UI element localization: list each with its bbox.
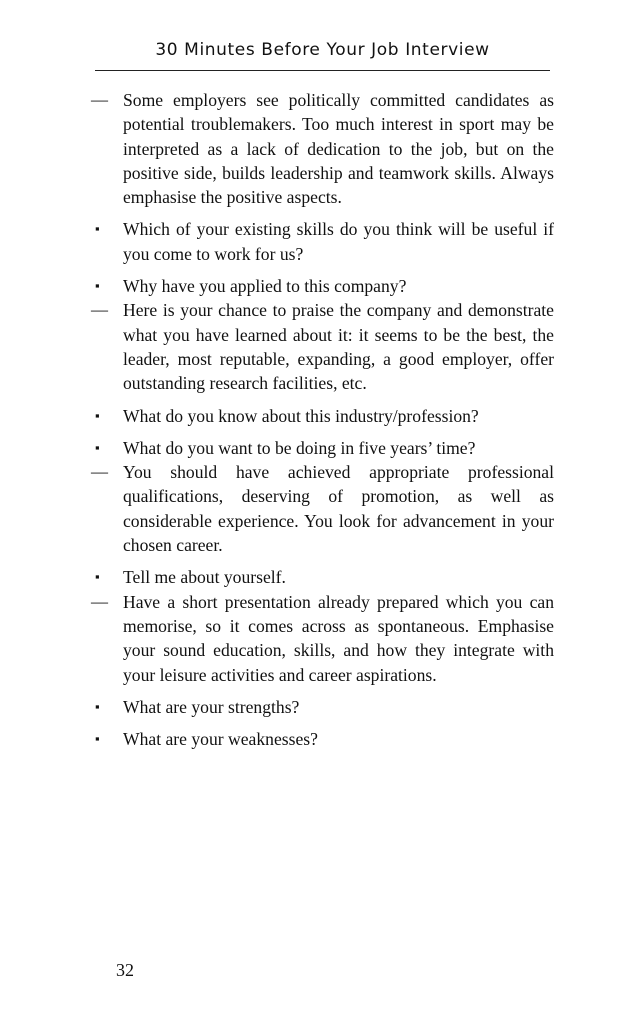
answer-item [91, 460, 554, 557]
question-text: Tell me about yourself. [123, 567, 286, 588]
answer-text: Here is your chance to praise the company and demonstrate what you have learned about it: it seems to be the best, the leader, most reputable, expanding, a good employer, offer outstanding research facilities, etc. [123, 300, 554, 394]
question-item [91, 404, 554, 428]
bullet-icon: ▪ [95, 278, 100, 294]
question-text: What do you want to be doing in five years’ time? [123, 437, 476, 458]
question-text: What do you know about this industry/profession? [123, 405, 479, 426]
question-text: Which of your existing skills do you think will be useful if you come to work for us? [123, 219, 554, 264]
bullet-icon: ▪ [95, 569, 100, 585]
dash-marker: — [91, 591, 108, 611]
answer-item [91, 590, 554, 687]
page-number: 32 [116, 960, 134, 980]
page-content [91, 88, 554, 751]
question-text: What are your strengths? [123, 696, 300, 717]
question-item [91, 274, 554, 298]
dash-marker: — [91, 462, 108, 482]
running-header: 30 Minutes Before Your Job Interview [155, 40, 490, 60]
question-item [91, 217, 554, 266]
question-text: What are your weaknesses? [123, 729, 318, 750]
dash-marker: — [91, 90, 108, 109]
question-item [91, 436, 554, 460]
question-item [91, 727, 554, 751]
answer-text: Some employers see politically committed candidates as potential troublemakers. Too much interest in sport may be interpreted as a lack of dedication to the job, but on the positive side, builds leadership and teamwork skills. Always emphasise the positive aspects. [123, 90, 554, 208]
dash-marker: — [91, 300, 108, 320]
answer-item [91, 298, 554, 395]
bullet-icon: ▪ [95, 221, 100, 237]
answer-text: You should have achieved appropriate professional qualifications, deserving of promotion, as well as considerable experience. You look for advancement in your chosen career. [123, 462, 554, 556]
bullet-icon: ▪ [95, 439, 100, 455]
question-item [91, 565, 554, 589]
header-rule [95, 70, 550, 71]
bullet-icon: ▪ [95, 407, 100, 423]
answer-item [91, 88, 554, 209]
bullet-icon: ▪ [95, 731, 100, 747]
bullet-icon: ▪ [95, 698, 100, 714]
question-item [91, 695, 554, 719]
answer-text: Have a short presentation already prepared which you can memorise, so it comes across as spontaneous. Emphasise your sound education, skills, and how they integrate with your leisure activities and career aspirations. [123, 591, 554, 685]
question-text: Why have you applied to this company? [123, 276, 407, 297]
